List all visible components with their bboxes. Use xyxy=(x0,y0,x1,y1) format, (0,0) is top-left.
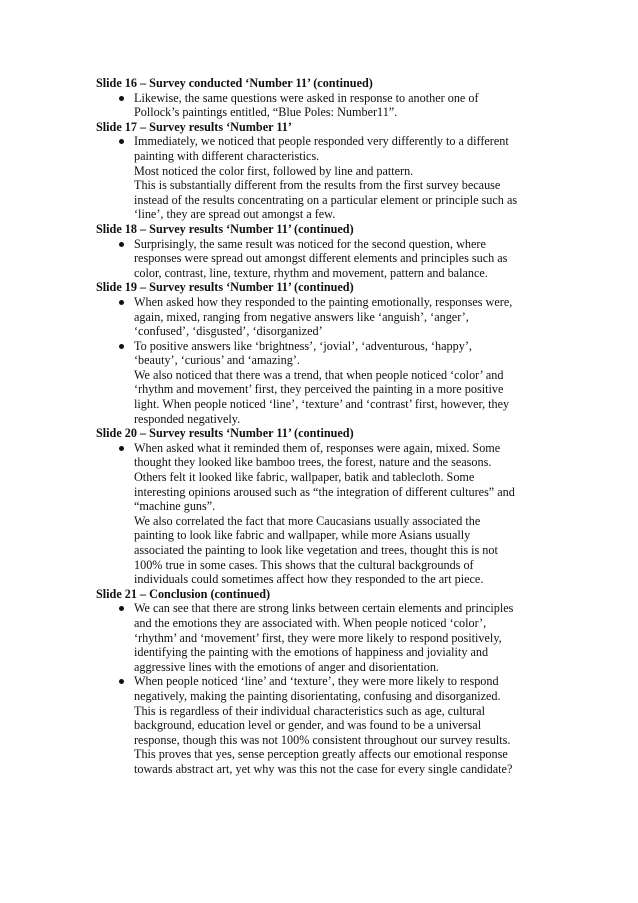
bullet-text-line: response, though this was not 100% consistent throughout our survey results. xyxy=(134,732,511,747)
bullet-text-line: painting with different characteristics. xyxy=(134,148,320,163)
bullet-text-line: Immediately, we noticed that people responded very differently to a different xyxy=(134,134,509,149)
bullet-icon xyxy=(119,300,124,305)
bullet-text-line: To positive answers like ‘brightness’, ‘jovial’, ‘adventurous, ‘happy’, xyxy=(134,338,472,353)
slide-heading: Slide 17 – Survey results ‘Number 11’ xyxy=(96,119,292,134)
bullet-text-line: We also noticed that there was a trend, that when people noticed ‘color’ and xyxy=(134,367,504,382)
slide-section xyxy=(96,222,546,280)
bullet-text-line: 100% true in some cases. This shows that the cultural backgrounds of xyxy=(134,557,474,572)
slide-section xyxy=(96,280,546,426)
bullet-icon xyxy=(119,242,124,247)
bullet-text-line: Surprisingly, the same result was noticed for the second question, where xyxy=(134,236,486,251)
bullet-icon xyxy=(119,679,124,684)
bullet-list xyxy=(96,91,546,120)
bullet-text-line: Most noticed the color first, followed by line and pattern. xyxy=(134,163,414,178)
document-page xyxy=(96,76,546,777)
bullet-text-line: ‘confused’, ‘disgusted’, ‘disorganized’ xyxy=(134,324,323,339)
bullet-text-line: “machine guns”. xyxy=(134,499,216,514)
bullet-text-line: background, education level or gender, and was found to be a universal xyxy=(134,718,482,733)
bullet-text-line: again, mixed, ranging from negative answers like ‘anguish’, ‘anger’, xyxy=(134,309,469,324)
slide-heading: Slide 18 – Survey results ‘Number 11’ (continued) xyxy=(96,221,354,236)
slide-heading: Slide 21 – Conclusion (continued) xyxy=(96,586,271,601)
list-item xyxy=(96,237,546,281)
bullet-text-line: instead of the results concentrating on a particular element or principle such as xyxy=(134,192,518,207)
bullet-text-line: associated the painting to look like vegetation and trees, thought this is not xyxy=(134,543,498,557)
bullet-text-line: Likewise, the same questions were asked in response to another one of xyxy=(134,90,479,105)
bullet-list xyxy=(96,295,546,426)
bullet-icon xyxy=(119,606,124,611)
bullet-text-line: negatively, making the painting disorientating, confusing and disorganized. xyxy=(134,688,501,703)
bullet-text-line: Pollock’s paintings entitled, “Blue Poles: Number11”. xyxy=(134,105,398,120)
bullet-text-line: and the emotions they are associated with. When people noticed ‘color’, xyxy=(134,615,487,630)
bullet-text-line: individuals could sometimes affect how they responded to the art piece. xyxy=(134,572,484,587)
bullet-list xyxy=(96,601,546,776)
bullet-icon xyxy=(119,139,124,144)
list-item xyxy=(96,441,546,587)
slide-heading: Slide 19 – Survey results ‘Number 11’ (continued) xyxy=(96,280,354,295)
bullet-text-line: When asked what it reminded them of, responses were again, mixed. Some xyxy=(134,440,501,455)
slide-section xyxy=(96,426,546,587)
bullet-text-line: color, contrast, line, texture, rhythm and movement, pattern and balance. xyxy=(134,265,488,280)
slide-heading: Slide 16 – Survey conducted ‘Number 11’ (continued) xyxy=(96,76,373,90)
bullet-text-line: ‘line’, they are spread out amongst a few. xyxy=(134,207,336,222)
bullet-text-line: light. When people noticed ‘line’, ‘texture’ and ‘contrast’ first, however, they xyxy=(134,397,510,412)
list-item xyxy=(96,91,546,120)
list-item xyxy=(96,339,546,427)
bullet-text-line: We can see that there are strong links between certain elements and principles xyxy=(134,601,514,616)
bullet-text-line: When people noticed ‘line’ and ‘texture’, they were more likely to respond xyxy=(134,674,499,689)
bullet-text-line: interesting opinions aroused such as “the integration of different cultures” and xyxy=(134,484,515,499)
bullet-text-line: responded negatively. xyxy=(134,411,241,426)
bullet-text-line: painting to look like fabric and wallpaper, while more Asians usually xyxy=(134,528,471,543)
slide-section xyxy=(96,76,546,120)
bullet-icon xyxy=(119,446,124,451)
bullet-text-line: ‘beauty’, ‘curious’ and ‘amazing’. xyxy=(134,353,300,368)
list-item xyxy=(96,295,546,339)
bullet-text-line: This is regardless of their individual characteristics such as age, cultural xyxy=(134,703,485,718)
bullet-text-line: This proves that yes, sense perception greatly affects our emotional response xyxy=(134,747,508,762)
bullet-text-line: When asked how they responded to the painting emotionally, responses were, xyxy=(134,294,513,309)
bullet-icon xyxy=(119,96,124,101)
bullet-text-line: ‘rhythm’ and ‘movement’ first, they were more likely to respond positively, xyxy=(134,630,502,645)
list-item xyxy=(96,601,546,674)
bullet-text-line: identifying the painting with the emotions of happiness and joviality and xyxy=(134,645,489,660)
slide-section xyxy=(96,120,546,222)
bullet-text-line: aggressive lines with the emotions of anger and disorientation. xyxy=(134,659,439,674)
bullet-list xyxy=(96,441,546,587)
slide-section xyxy=(96,587,546,777)
document-body xyxy=(96,76,546,777)
bullet-text-line: ‘rhythm and movement’ first, they perceived the painting in a more positive xyxy=(134,382,504,397)
bullet-icon xyxy=(119,344,124,349)
bullet-text-line: towards abstract art, yet why was this not the case for every single candidate? xyxy=(134,761,513,776)
bullet-text-line: This is substantially different from the results from the first survey because xyxy=(134,178,501,193)
bullet-text-line: responses were spread out amongst different elements and principles such as xyxy=(134,251,508,266)
bullet-list xyxy=(96,134,546,222)
bullet-text-line: thought they looked like bamboo trees, the forest, nature and the seasons. xyxy=(134,455,492,470)
bullet-text-line: Others felt it looked like fabric, wallpaper, batik and tablecloth. Some xyxy=(134,470,475,485)
list-item xyxy=(96,674,546,776)
list-item xyxy=(96,134,546,222)
slide-heading: Slide 20 – Survey results ‘Number 11’ (continued) xyxy=(96,426,354,441)
bullet-text-line: We also correlated the fact that more Caucasians usually associated the xyxy=(134,513,481,528)
bullet-list xyxy=(96,237,546,281)
